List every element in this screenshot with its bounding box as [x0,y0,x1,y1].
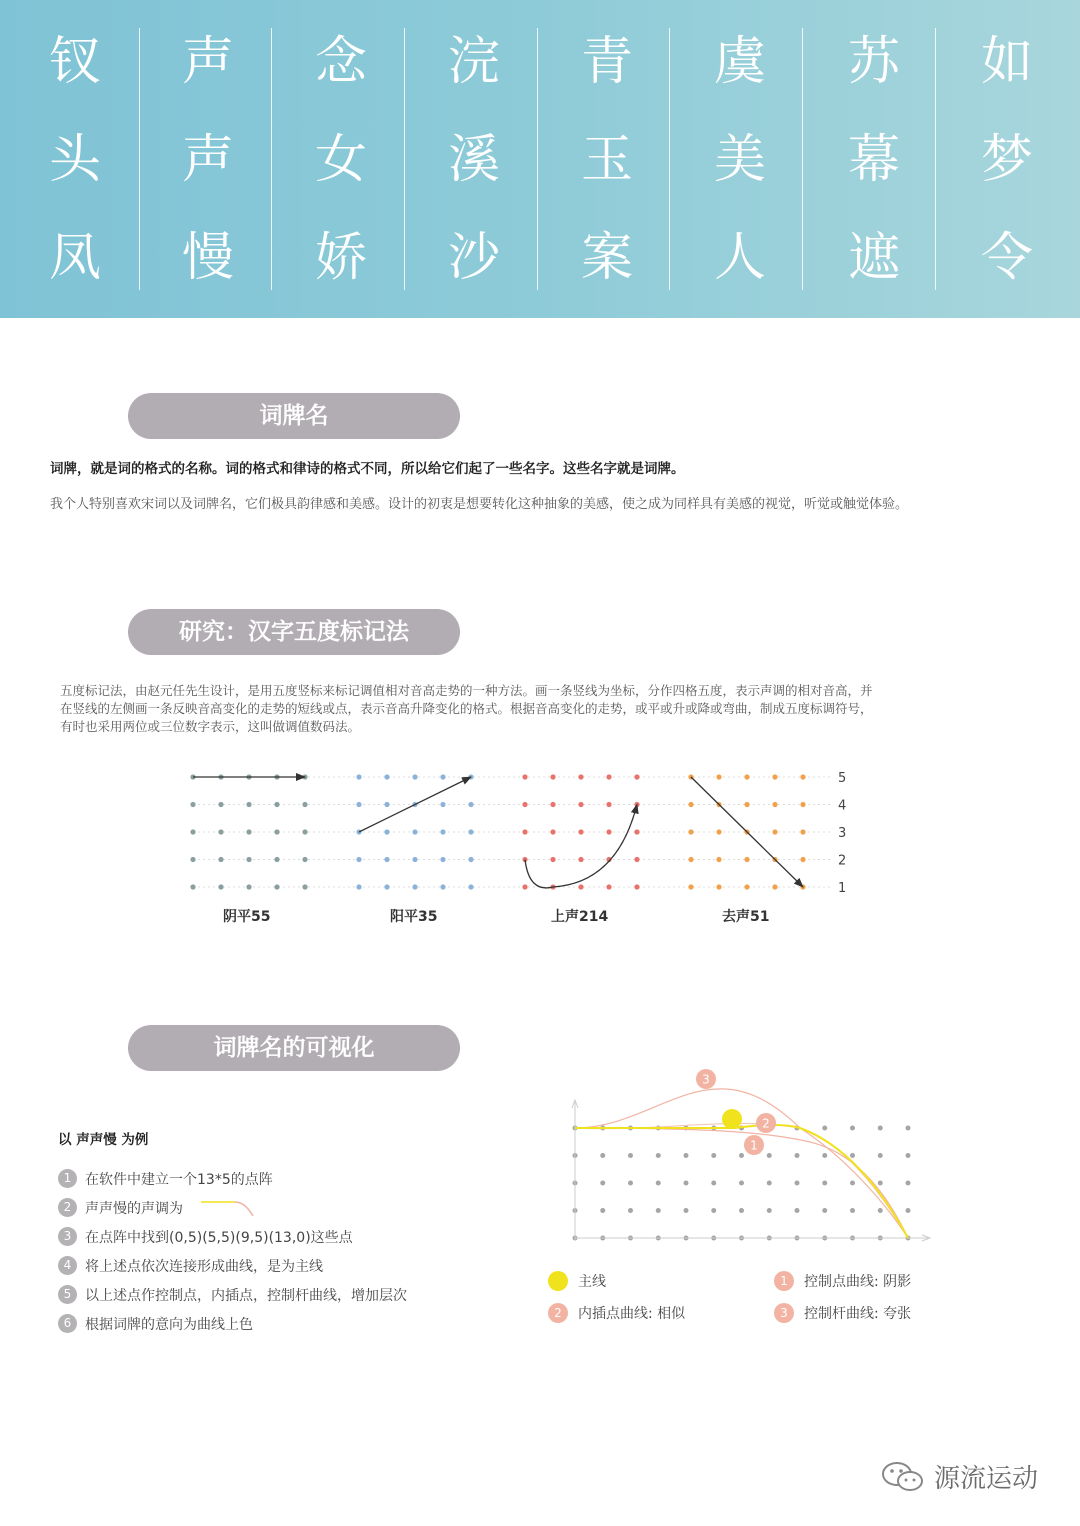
cipai-char: 梦 [980,130,1033,190]
tone-sketch-icon [199,1196,259,1220]
grid-dot [800,857,805,862]
grid-dot [246,884,251,889]
grid-dot [716,884,721,889]
cipai-column [844,22,904,316]
cipai-char: 人 [713,228,766,288]
grid-dot [522,829,527,834]
research-line: 五度标记法，由赵元任先生设计，是用五度竖标来标记调值相对音高走势的一种方法。画一条竖线为坐标，分作四格五度，表示声调的相对音高，并 [60,683,873,698]
grid-dot [246,829,251,834]
step-text: 声声慢的声调为 [85,1200,183,1217]
research-text [60,682,873,736]
legend-text: 控制杆曲线: 夸张 [804,1306,912,1322]
grid-dot [274,857,279,862]
cipai-char: 浣 [447,32,500,92]
intro-text: 我个人特别喜欢宋词以及词牌名，它们极具韵律感和美感。设计的初衷是想要转化这种抽象的美感，使之成为同样具有美感的视觉，听觉或触觉体验。 [50,497,909,512]
grid-dot [440,802,445,807]
grid-dot [468,829,473,834]
grid-dot [606,829,611,834]
cipai-column [178,22,238,316]
matrix-dot [739,1208,744,1213]
matrix-dot [822,1153,827,1158]
grid-dot [412,829,417,834]
matrix-dot [628,1208,633,1213]
main-line-swatch [548,1271,568,1291]
grid-dot [688,857,693,862]
cipai-char: 声 [181,32,234,92]
cipai-char: 如 [980,32,1033,92]
grid-dot [440,829,445,834]
grid-dot [440,774,445,779]
matrix-dot [739,1181,744,1186]
watermark-text: 源流运动 [934,1464,1039,1494]
matrix-dot [878,1181,883,1186]
grid-dot [190,829,195,834]
example-title: 以 声声慢 为例 [58,1132,149,1148]
cipai-char: 遮 [847,228,900,288]
legend-text: 控制点曲线: 阴影 [804,1274,912,1290]
matrix-dot [878,1208,883,1213]
legend-text: 内插点曲线: 相似 [578,1306,686,1322]
matrix-dot [600,1153,605,1158]
cipai-column [577,22,637,316]
grid-dot [522,884,527,889]
matrix-dot [822,1181,827,1186]
cipai-char: 溪 [447,130,500,190]
legend-main [548,1271,606,1291]
matrix-dot [767,1153,772,1158]
y-tick-label: 4 [838,798,847,814]
grid-dot [578,829,583,834]
cipai-char: 美 [713,130,766,190]
matrix-dot [684,1153,689,1158]
matrix-dot [656,1181,661,1186]
cipai-char: 娇 [314,228,367,288]
y-tick-label: 2 [838,853,847,869]
grid-dot [634,774,639,779]
matrix-dot [656,1153,661,1158]
grid-dot [744,802,749,807]
matrix-dot [795,1181,800,1186]
grid-dot [356,774,361,779]
matrix-dot [600,1181,605,1186]
legend-lever [774,1303,911,1323]
step-text: 根据词牌的意向为曲线上色 [85,1316,253,1333]
grid-dot [384,884,389,889]
matrix-dot [850,1181,855,1186]
matrix-dot [711,1181,716,1186]
matrix-dot [822,1126,827,1131]
grid-dot [218,857,223,862]
grid-dot [800,774,805,779]
grid-dot [356,802,361,807]
divider [139,28,140,290]
y-tick-label: 1 [838,881,847,896]
matrix-dot [628,1153,633,1158]
cipai-column [977,22,1037,316]
grid-dot [522,774,527,779]
step-number: 2 [58,1198,77,1217]
matrix-dot [656,1208,661,1213]
definition-text: 词牌，就是词的格式的名称。词的格式和律诗的格式不同，所以给它们起了一些名字。这些名字就是词牌。 [50,461,685,477]
grid-dot [634,884,639,889]
tone-contour-2 [525,805,637,888]
matrix-dot [906,1126,911,1131]
section-title-research: 研究：汉字五度标记法 [128,609,460,655]
matrix-dot [850,1153,855,1158]
divider [404,28,405,290]
cipai-column [710,22,770,316]
matrix-dot [739,1153,744,1158]
grid-dot [772,884,777,889]
matrix-dot [795,1153,800,1158]
grid-dot [412,774,417,779]
grid-dot [274,802,279,807]
cipai-char: 幕 [847,130,900,190]
matrix-dot [711,1208,716,1213]
grid-dot [578,802,583,807]
divider [669,28,670,290]
grid-dot [384,829,389,834]
marker-3 [696,1069,716,1089]
list-item [58,1280,407,1309]
wechat-icon [880,1459,926,1495]
grid-dot [634,829,639,834]
list-item [58,1193,407,1222]
grid-dot [744,774,749,779]
grid-dot [302,857,307,862]
tone-label: 去声51 [722,909,770,925]
grid-dot [550,829,555,834]
matrix-dot [906,1181,911,1186]
grid-dot [772,802,777,807]
grid-dot [688,829,693,834]
matrix-dot [906,1208,911,1213]
cipai-char: 念 [314,32,367,92]
grid-dot [606,802,611,807]
tone-label: 阴平55 [223,909,271,925]
cipai-column [311,22,371,316]
cipai-column [45,22,105,316]
matrix-dot [878,1153,883,1158]
legend-marker: 3 [774,1303,794,1323]
grid-dot [688,884,693,889]
main-dot [722,1109,742,1129]
grid-dot [468,857,473,862]
y-tick-label: 5 [838,771,847,786]
cipai-char: 声 [181,130,234,190]
step-number: 1 [58,1169,77,1188]
grid-dot [384,857,389,862]
curve-diagram [560,1060,940,1260]
grid-dot [800,802,805,807]
legend-marker: 2 [548,1303,568,1323]
grid-dot [716,774,721,779]
tone-contour-3 [691,777,803,887]
grid-dot [716,829,721,834]
grid-dot [246,802,251,807]
grid-dot [218,802,223,807]
research-line: 有时也采用两位或三位数字表示，这叫做调值数码法。 [60,719,361,734]
divider [271,28,272,290]
grid-dot [578,857,583,862]
grid-dot [190,884,195,889]
cipai-char: 沙 [447,228,500,288]
section-title-cipai: 词牌名 [128,393,460,439]
grid-dot [302,884,307,889]
grid-dot [246,857,251,862]
watermark [880,1458,1038,1495]
tone-label: 阳平35 [390,909,438,925]
marker-2 [756,1113,776,1133]
grid-dot [440,857,445,862]
grid-dot [744,857,749,862]
legend-text: 主线 [578,1274,606,1290]
grid-dot [190,802,195,807]
cipai-char: 钗 [48,32,101,92]
step-text: 在点阵中找到(0,5)(5,5)(9,5)(13,0)这些点 [85,1229,353,1246]
svg-text:1: 1 [750,1138,758,1153]
step-text: 以上述点作控制点，内插点，控制杆曲线，增加层次 [85,1287,407,1304]
research-line: 在竖线的左侧画一条反映音高变化的走势的短线或点，表示音高升降变化的格式。根据音高变化的走势，或平或升或降或弯曲，制成五度标调符号， [60,701,873,716]
matrix-dot [684,1208,689,1213]
grid-dot [716,857,721,862]
grid-dot [274,884,279,889]
grid-dot [606,774,611,779]
grid-dot [384,774,389,779]
grid-dot [384,802,389,807]
cipai-char: 慢 [181,228,234,288]
grid-dot [356,857,361,862]
matrix-dot [628,1181,633,1186]
grid-dot [468,884,473,889]
grid-dot [606,884,611,889]
grid-dot [468,802,473,807]
grid-dot [800,829,805,834]
legend-marker: 1 [774,1271,794,1291]
grid-dot [550,802,555,807]
matrix-dot [822,1208,827,1213]
tone-chart [0,760,1080,900]
grid-dot [772,774,777,779]
divider [802,28,803,290]
cipai-char: 令 [980,228,1033,288]
grid-dot [744,884,749,889]
matrix-dot [850,1208,855,1213]
step-number: 4 [58,1256,77,1275]
divider [935,28,936,290]
list-item [58,1164,407,1193]
matrix-dot [711,1153,716,1158]
grid-dot [302,802,307,807]
section-title-visualization: 词牌名的可视化 [128,1025,460,1071]
grid-dot [688,802,693,807]
matrix-dot [878,1126,883,1131]
title-banner [0,0,1080,318]
grid-dot [522,802,527,807]
grid-dot [578,884,583,889]
cipai-char: 头 [48,130,101,190]
list-item [58,1251,407,1280]
cipai-char: 案 [580,228,633,288]
step-number: 5 [58,1285,77,1304]
divider [537,28,538,290]
grid-dot [550,774,555,779]
matrix-dot [767,1181,772,1186]
tone-label: 上声214 [551,909,609,925]
cipai-column [444,22,504,316]
grid-dot [550,857,555,862]
grid-dot [190,857,195,862]
grid-dot [772,829,777,834]
matrix-dot [684,1181,689,1186]
cipai-char: 凤 [48,228,101,288]
cipai-char: 青 [580,32,633,92]
step-text: 在软件中建立一个13*5的点阵 [85,1171,273,1188]
matrix-dot [600,1208,605,1213]
grid-dot [634,857,639,862]
cipai-char: 苏 [847,32,900,92]
grid-dot [356,884,361,889]
grid-dot [412,884,417,889]
grid-dot [274,829,279,834]
grid-dot [302,829,307,834]
cipai-char: 玉 [580,130,633,190]
grid-dot [218,829,223,834]
cipai-char: 女 [314,130,367,190]
step-number: 3 [58,1227,77,1246]
svg-text:2: 2 [762,1116,770,1131]
matrix-dot [767,1208,772,1213]
step-list [58,1164,407,1338]
svg-text:3: 3 [702,1072,710,1087]
step-number: 6 [58,1314,77,1333]
grid-dot [440,884,445,889]
matrix-dot [906,1153,911,1158]
grid-dot [578,774,583,779]
list-item [58,1309,407,1338]
grid-dot [412,857,417,862]
matrix-dot [850,1126,855,1131]
step-text: 将上述点依次连接形成曲线，是为主线 [85,1258,323,1275]
marker-1 [744,1135,764,1155]
y-tick-label: 3 [838,826,847,841]
cipai-char: 虞 [713,32,766,92]
legend-interpolation [548,1303,685,1323]
matrix-dot [795,1208,800,1213]
grid-dot [218,884,223,889]
list-item [58,1222,407,1251]
legend-control [774,1271,911,1291]
